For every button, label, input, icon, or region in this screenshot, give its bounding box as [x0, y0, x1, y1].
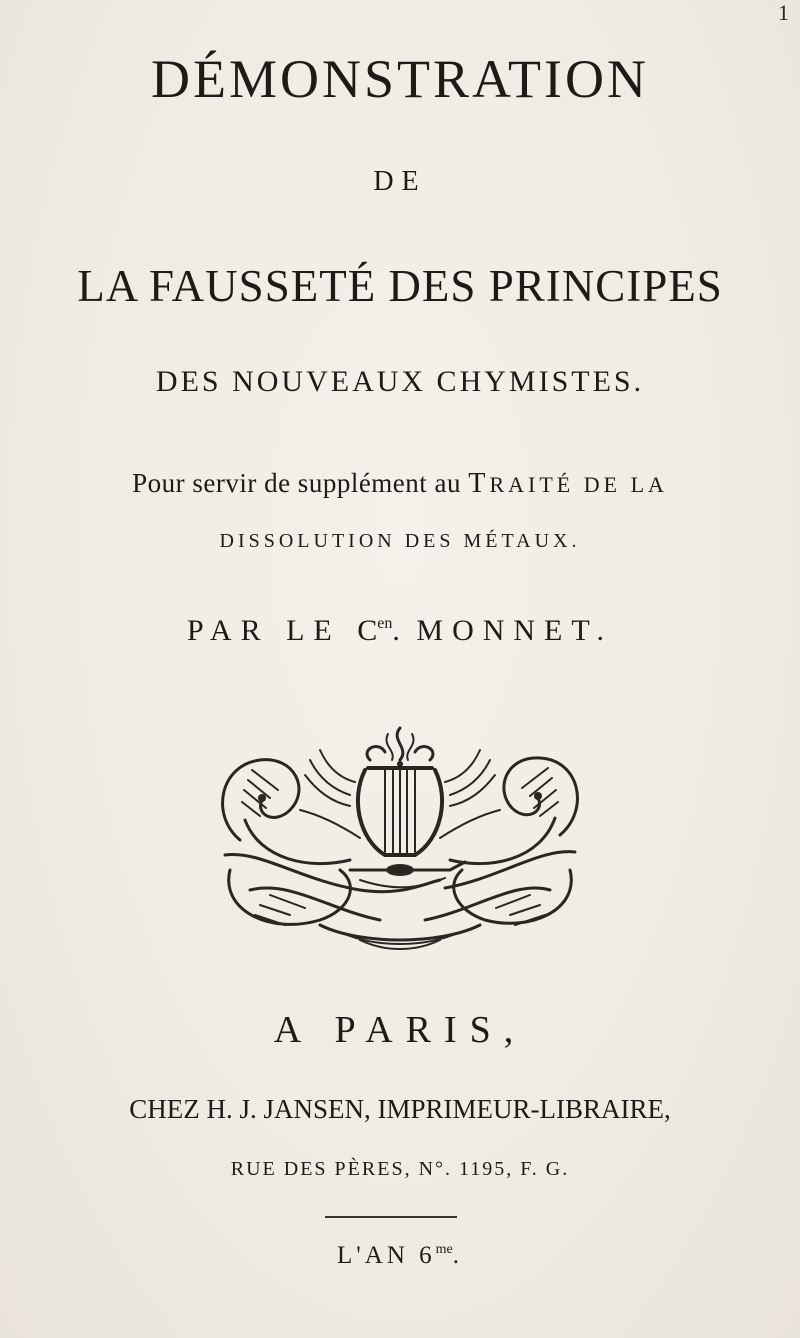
- purpose-line: [0, 468, 800, 500]
- imprint-rule: [325, 1216, 457, 1218]
- purpose-lead: Pour servir de supplément au: [132, 468, 469, 498]
- imprint-printer: CHEZ H. J. JANSEN, IMPRIMEUR-LIBRAIRE,: [129, 1094, 671, 1124]
- title-subject-continued: DES NOUVEAUX CHYMISTES.: [155, 365, 645, 398]
- imprint-address: RUE DES PÈRES, N°. 1195, F. G.: [230, 1158, 570, 1180]
- title-subject: LA FAUSSETÉ DES PRINCIPES: [77, 261, 723, 311]
- citizen-abbrev: $C^{en}$.: [357, 614, 400, 647]
- title-preposition: DE: [373, 166, 427, 197]
- printers-ornament-lyre-icon: [200, 720, 600, 955]
- work-title-part2: DISSOLUTION DES MÉTAUX.: [219, 530, 581, 552]
- main-title: DÉMONSTRATION: [151, 49, 649, 109]
- author-name: MONNET.: [416, 614, 613, 647]
- imprint-year: L'AN $6^{me}$.: [337, 1242, 463, 1269]
- imprint-place: A PARIS,: [273, 1009, 527, 1051]
- author-line: [0, 614, 800, 648]
- author-prefix: PAR LE: [187, 614, 358, 647]
- work-title-part1: TRAITÉ DE LA: [468, 468, 668, 499]
- corner-mark: 1: [778, 0, 790, 25]
